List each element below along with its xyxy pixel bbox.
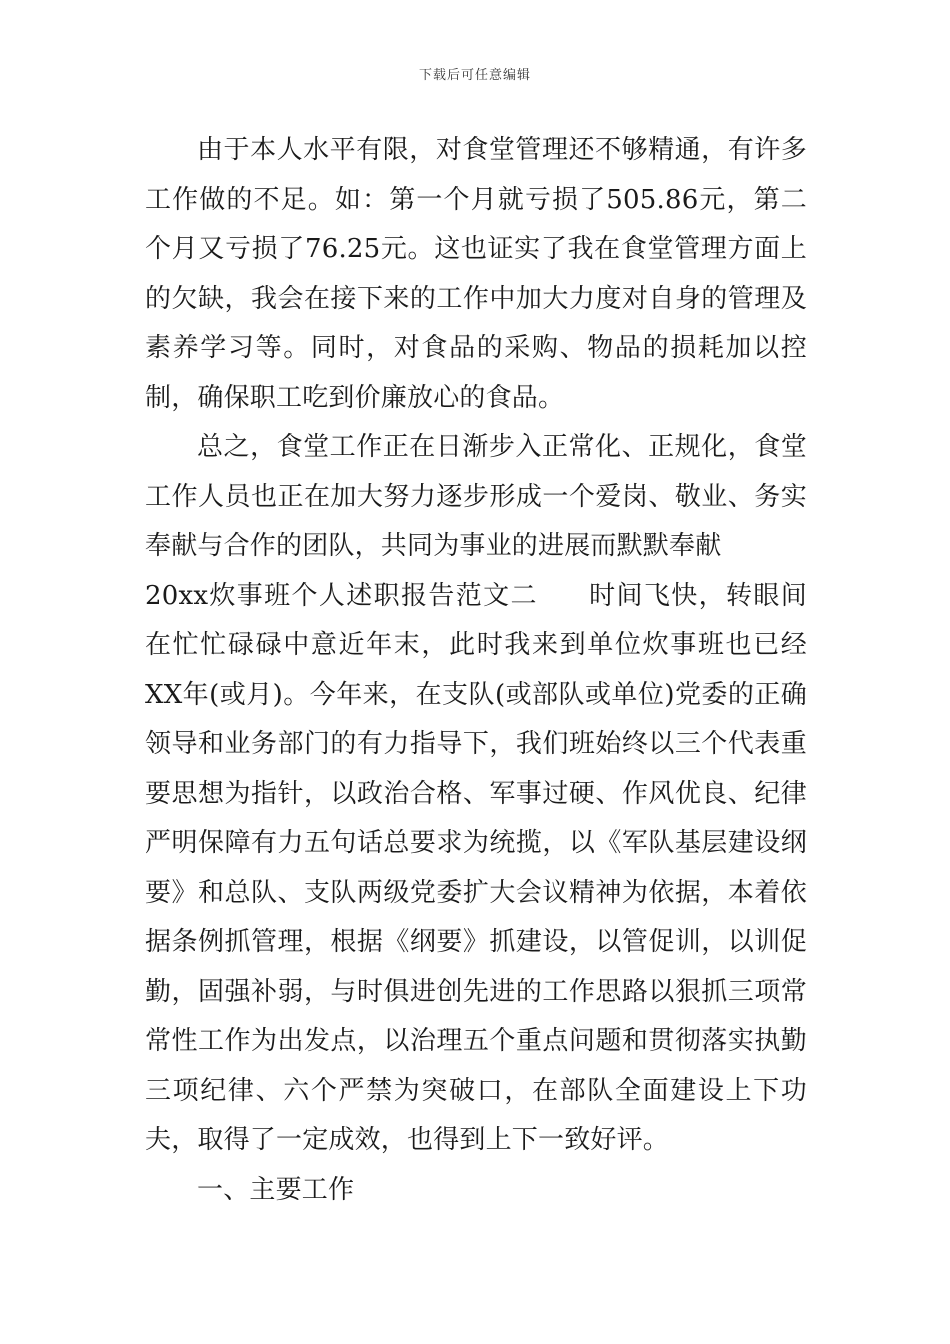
section-heading-main-work: 一、主要工作 bbox=[197, 1174, 355, 1205]
report-two-body: 时间飞快，转眼间在忙忙碌碌中意近年末，此时我来到单位炊事班也已经XX年(或月)。今年来，在支队(或部队或单位)党委的正确领导和业务部门的有力指导下，我们班始终以三个代表重要思想为指针，以政治合格、军事过硬、作风优良、纪律严明保障有力五句话总要求为统揽，以《军队基层建设纲要》和总队、支队两级党委扩大会议精神为依据，本着依据条例抓管理，根据《纲要》抓建设，以管促训，以训促勤，固强补弱，与时俱进创先进的工作思路以狠抓三项常常性工作为出发点，以治理五个重点问题和贯彻落实执勤三项纪律、六个严禁为突破口，在部队全面建设上下功夫，取得了一定成效，也得到上下一致好评。 bbox=[145, 580, 807, 1155]
paragraph-canteen-shortcomings: 由于本人水平有限，对食堂管理还不够精通，有许多工作做的不足。如：第一个月就亏损了505.86元，第二个月又亏损了76.25元。这也证实了我在食堂管理方面上的欠缺，我会在接下来的工作中加大力度对自身的管理及素养学习等。同时，对食品的采购、物品的损耗加以控制，确保职工吃到价廉放心的食品。 bbox=[145, 135, 807, 413]
paragraph-report-two bbox=[145, 572, 807, 1166]
report-two-title: 20xx炊事班个人述职报告范文二 bbox=[145, 580, 538, 611]
page-header: 下载后可任意编辑 bbox=[418, 68, 531, 83]
paragraph-summary: 总之，食堂工作正在日渐步入正常化、正规化，食堂工作人员也正在加大努力逐步形成一个爱岗、敬业、务实奉献与合作的团队，共同为事业的进展而默默奉献 bbox=[145, 432, 807, 561]
document-body bbox=[145, 126, 807, 1215]
